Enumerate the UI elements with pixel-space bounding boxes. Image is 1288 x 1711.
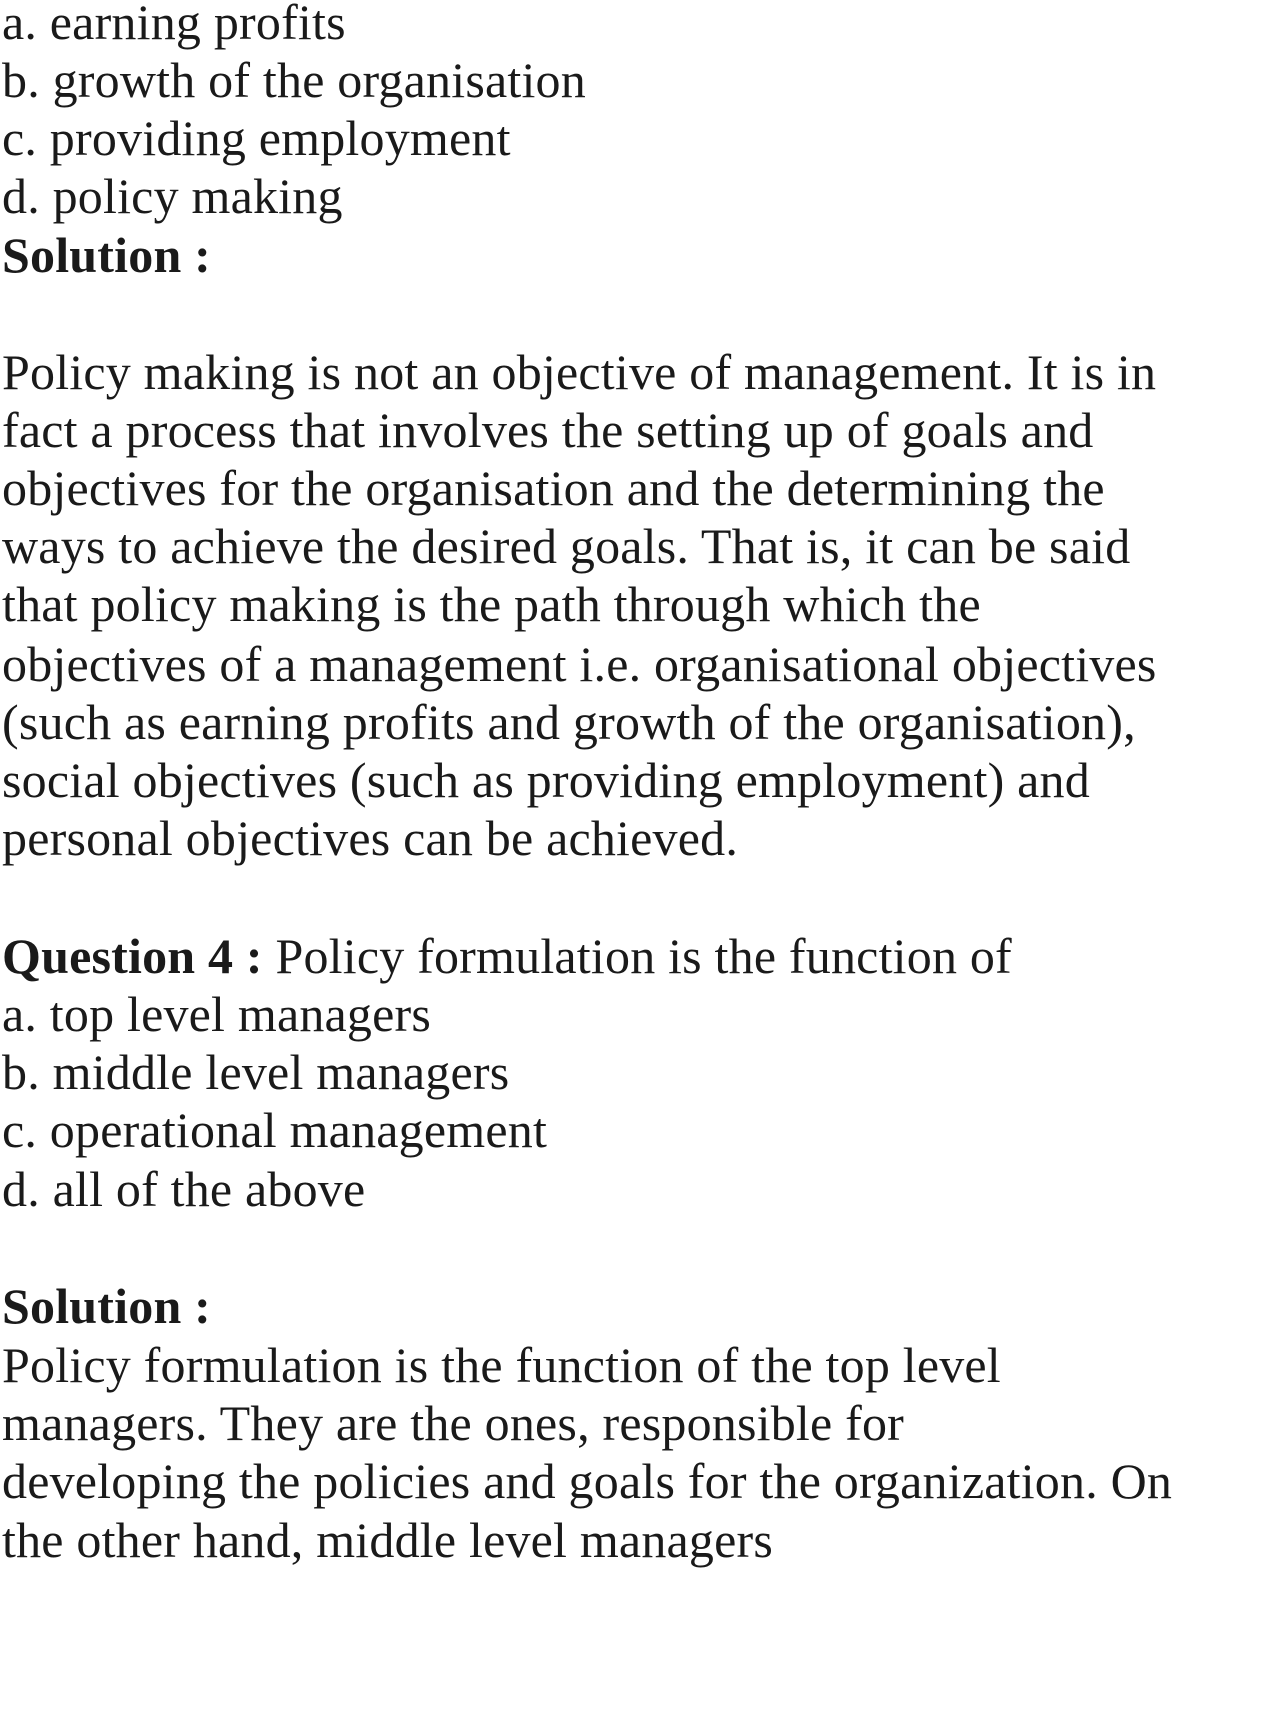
q4-option-d: d. all of the above (2, 1161, 366, 1217)
q4-label: Question 4 : (2, 928, 263, 984)
q3-solution-line: social objectives (such as providing employment) and (2, 752, 1090, 808)
q4-solution-line: Policy formulation is the function of the top level (2, 1337, 1001, 1393)
q3-solution-line: ways to achieve the desired goals. That is, it can be said (2, 518, 1131, 574)
q4-option-b: b. middle level managers (2, 1044, 510, 1100)
q4-solution-line: managers. They are the ones, responsible for (2, 1395, 905, 1451)
q3-solution-label: Solution : (2, 227, 212, 283)
q3-solution-line: fact a process that involves the setting up of goals and (2, 402, 1094, 458)
q3-option-c: c. providing employment (2, 110, 511, 166)
q4-solution-label: Solution : (2, 1278, 212, 1334)
q3-solution-line: that policy making is the path through which the (2, 576, 981, 632)
q4-question (2, 927, 1012, 985)
q3-solution-line: objectives of a management i.e. organisational objectives (2, 636, 1157, 692)
q4-option-c: c. operational management (2, 1102, 548, 1158)
q4-solution-line: the other hand, middle level managers (2, 1512, 774, 1568)
q3-solution-line: personal objectives can be achieved. (2, 810, 739, 866)
q3-solution-line: objectives for the organisation and the determining the (2, 460, 1105, 516)
q4-text: Policy formulation is the function of (262, 928, 1012, 984)
q3-option-b: b. growth of the organisation (2, 52, 586, 108)
q3-option-a: a. earning profits (2, 0, 346, 50)
q4-option-a: a. top level managers (2, 986, 432, 1042)
q3-solution-line: Policy making is not an objective of management. It is in (2, 344, 1157, 400)
q3-option-d: d. policy making (2, 168, 343, 224)
q3-solution-line: (such as earning profits and growth of the organisation), (2, 694, 1136, 750)
q4-solution-line: developing the policies and goals for the organization. On (2, 1453, 1173, 1509)
